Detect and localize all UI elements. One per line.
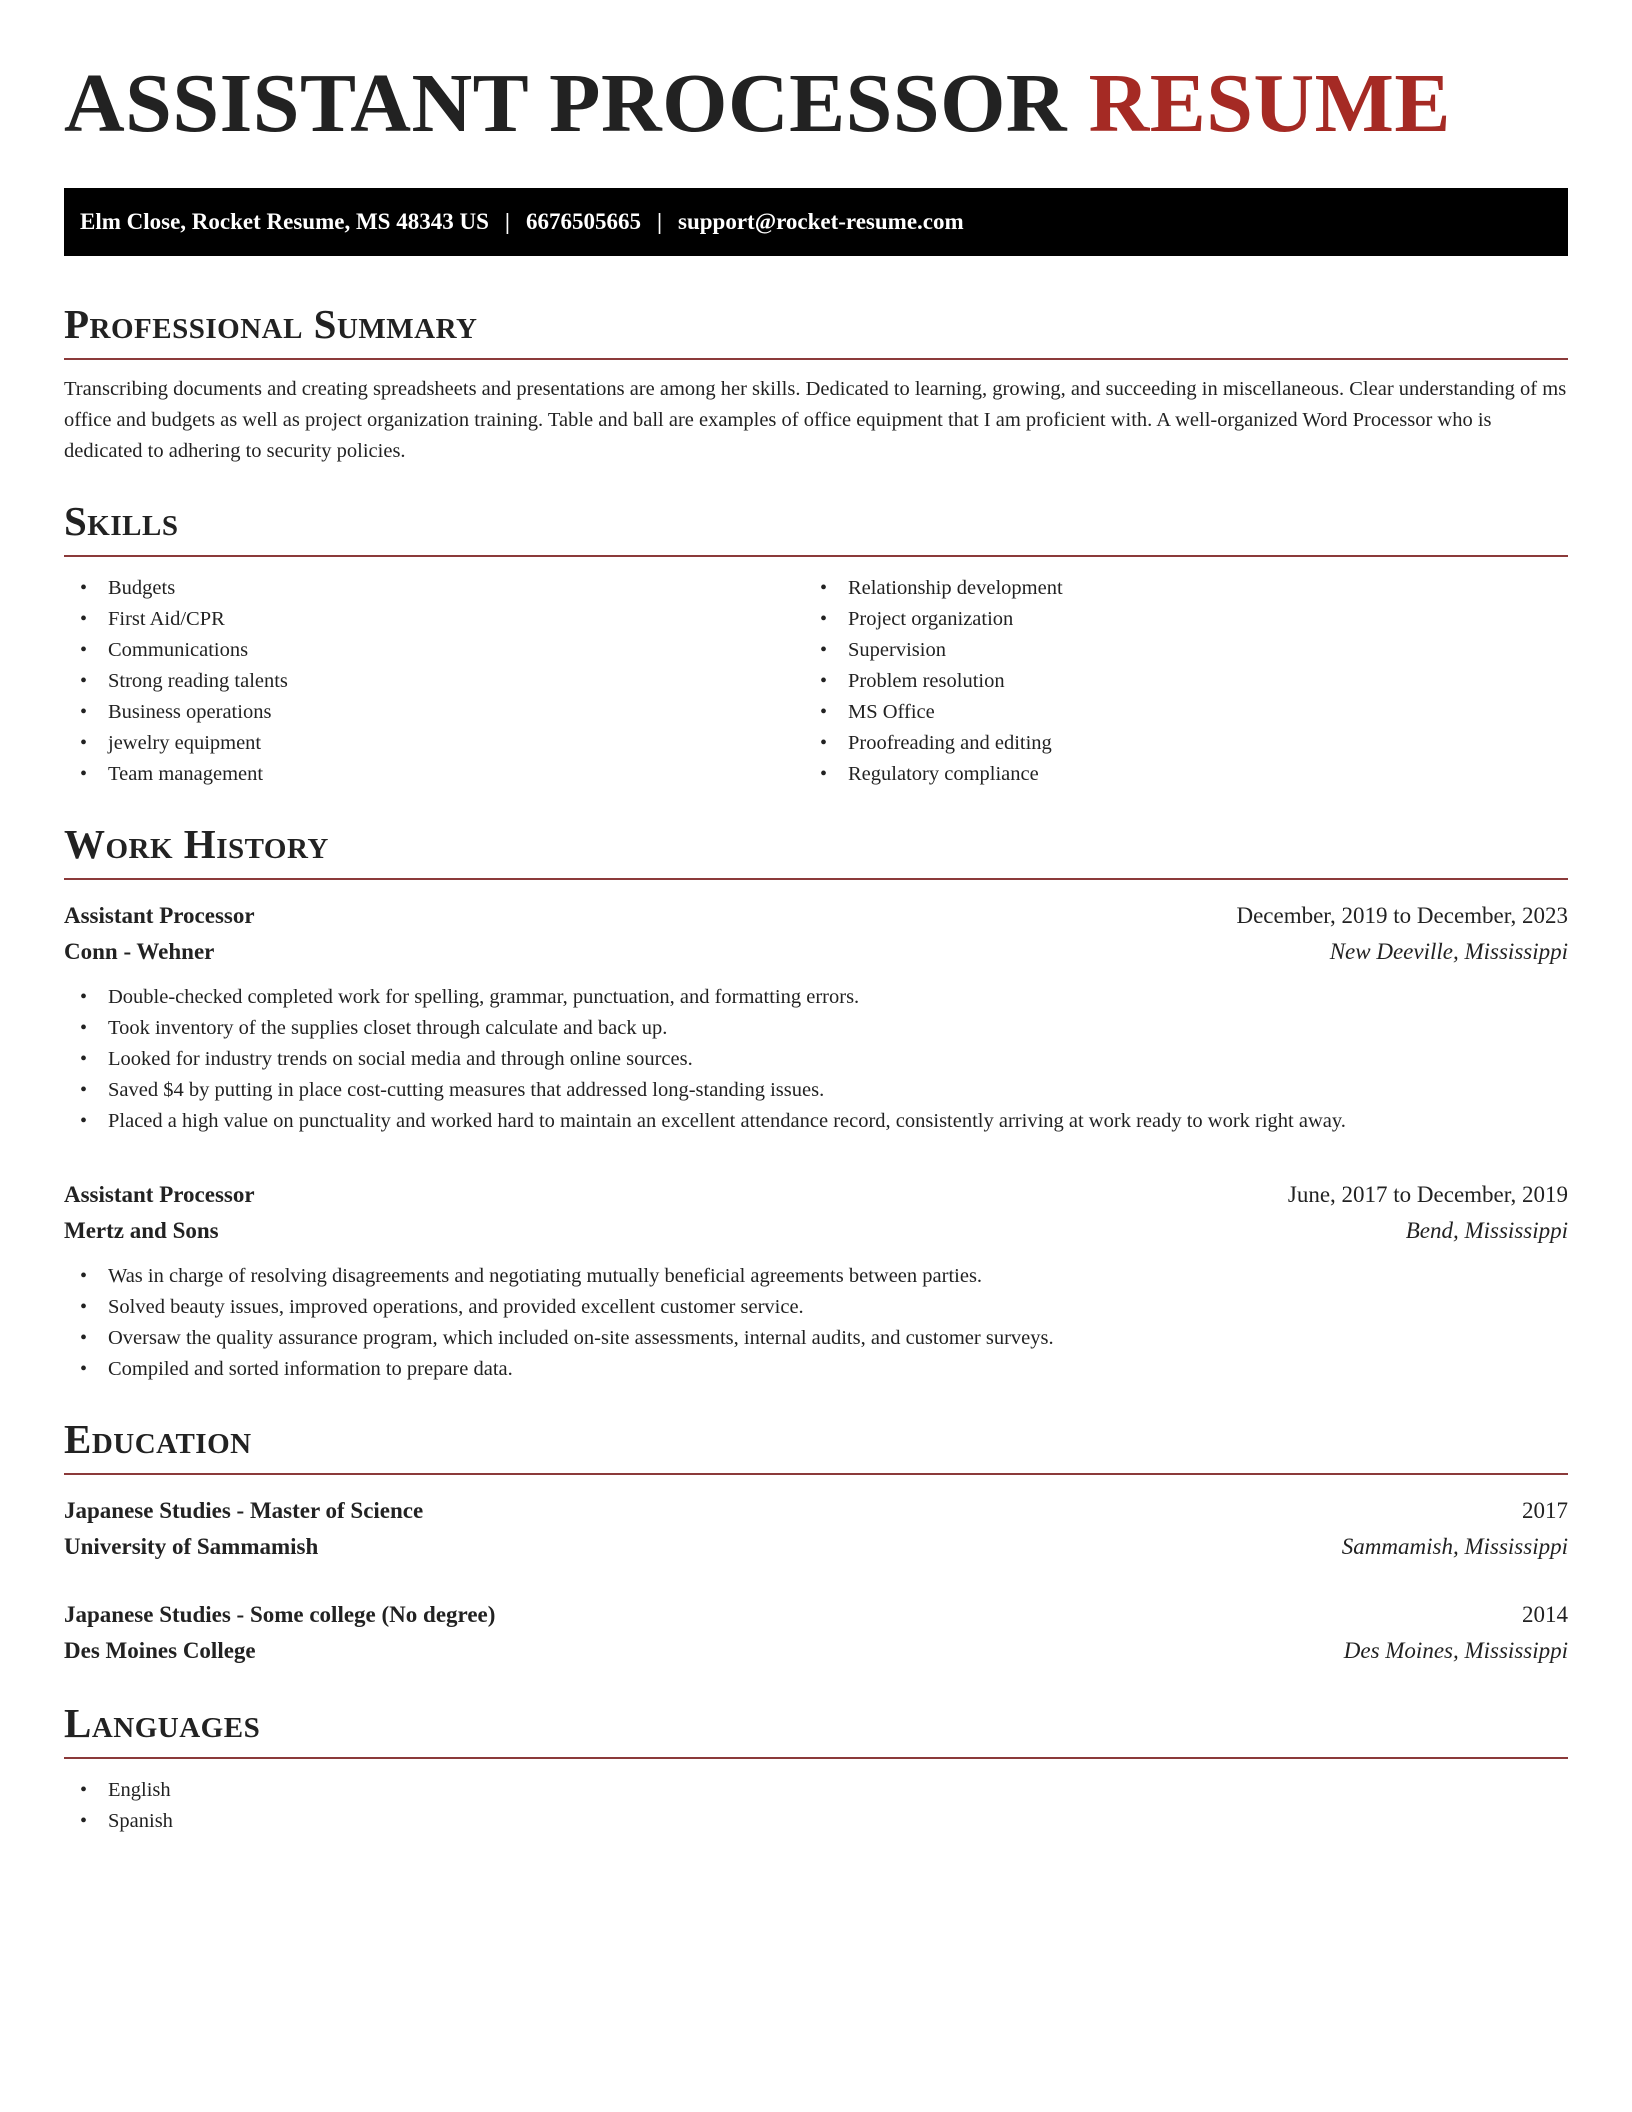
job-duty: • Solved beauty issues, improved operations, and provided excellent customer service.	[64, 1292, 1568, 1323]
skill-item: • Relationship development	[804, 573, 1063, 604]
job-duty: • Double-checked completed work for spelling, grammar, punctuation, and formatting errors.	[64, 982, 1568, 1013]
skills-list-left	[64, 573, 804, 790]
education-entry	[64, 1493, 1568, 1565]
skill-item: • Team management	[64, 759, 804, 790]
languages-list	[64, 1775, 1568, 1837]
summary-heading: Professional Summary	[64, 301, 478, 347]
skills-columns	[64, 573, 1568, 790]
job-company-row	[64, 934, 1568, 970]
languages-section	[64, 1699, 1568, 1837]
skill-item: • Proofreading and editing	[804, 728, 1063, 759]
education-year: 2017	[1522, 1498, 1568, 1523]
education-degree: Japanese Studies - Master of Science	[64, 1498, 424, 1523]
job-company: Mertz and Sons	[64, 1218, 219, 1243]
job-duty: • Oversaw the quality assurance program, which included on-site assessments, internal audits, and customer surveys.	[64, 1323, 1568, 1354]
work-heading: Work History	[64, 821, 329, 867]
job-title: Assistant Processor	[64, 903, 255, 928]
education-degree-row	[64, 1597, 1568, 1633]
education-section	[64, 1415, 1568, 1669]
skill-item: • jewelry equipment	[64, 728, 804, 759]
section-divider	[64, 358, 1568, 360]
education-school: Des Moines College	[64, 1638, 256, 1663]
job-duty: • Saved $4 by putting in place cost-cutting measures that addressed long-standing issues.	[64, 1075, 1568, 1106]
languages-heading: Languages	[64, 1700, 261, 1746]
contact-bar	[64, 188, 1568, 256]
skill-item: • First Aid/CPR	[64, 604, 804, 635]
contact-email: support@rocket-resume.com	[678, 209, 964, 234]
skill-item: • Business operations	[64, 697, 804, 728]
education-location: Des Moines, Mississippi	[1343, 1638, 1568, 1663]
summary-section	[64, 300, 1568, 467]
section-divider	[64, 555, 1568, 557]
skill-item: • Strong reading talents	[64, 666, 804, 697]
contact-phone: 6676505665	[525, 209, 641, 234]
skill-item: • Problem resolution	[804, 666, 1063, 697]
education-heading: Education	[64, 1416, 252, 1462]
skill-item: • Budgets	[64, 573, 804, 604]
education-degree-row	[64, 1493, 1568, 1529]
education-year: 2014	[1522, 1602, 1568, 1627]
contact-separator: |	[504, 209, 510, 234]
contact-address: Elm Close, Rocket Resume, MS 48343 US	[80, 209, 489, 234]
education-degree: Japanese Studies - Some college (No degree)	[64, 1602, 496, 1627]
section-divider	[64, 1473, 1568, 1475]
contact-separator: |	[656, 209, 663, 234]
education-school: University of Sammamish	[64, 1534, 319, 1559]
job-header-row	[64, 1177, 1568, 1213]
language-item: • Spanish	[64, 1806, 1568, 1837]
work-section	[64, 820, 1568, 1385]
job-location: New Deeville, Mississippi	[1329, 939, 1568, 964]
summary-text: Transcribing documents and creating spreadsheets and presentations are among her skills. Dedicated to learning, growing, and succeeding in miscellaneous. Clear understanding of ms office and budgets as well as project organization training. Table and ball are examples of office equipment that I am proficient with. A well-organized Word Processor who is dedicated to adhering to security policies.	[64, 378, 1567, 462]
page-title	[64, 56, 1568, 152]
section-divider	[64, 878, 1568, 880]
education-location: Sammamish, Mississippi	[1341, 1534, 1568, 1559]
job-duty: • Looked for industry trends on social media and through online sources.	[64, 1044, 1568, 1075]
job-duties	[64, 1261, 1568, 1385]
job-duty: • Compiled and sorted information to prepare data.	[64, 1354, 1568, 1385]
job-dates: June, 2017 to December, 2019	[1287, 1182, 1568, 1207]
job-entry	[64, 898, 1568, 1137]
language-item: • English	[64, 1775, 1568, 1806]
title-main: ASSISTANT PROCESSOR	[64, 57, 1068, 150]
job-dates: December, 2019 to December, 2023	[1236, 903, 1568, 928]
title-accent: RESUME	[1088, 57, 1451, 150]
job-header-row	[64, 898, 1568, 934]
job-company: Conn - Wehner	[64, 939, 215, 964]
job-duty: • Was in charge of resolving disagreements and negotiating mutually beneficial agreements between parties.	[64, 1261, 1568, 1292]
skill-item: • Project organization	[804, 604, 1063, 635]
job-entry	[64, 1177, 1568, 1385]
education-school-row	[64, 1529, 1568, 1565]
skill-item: • Supervision	[804, 635, 1063, 666]
job-title: Assistant Processor	[64, 1182, 255, 1207]
education-school-row	[64, 1633, 1568, 1669]
section-divider	[64, 1757, 1568, 1759]
job-company-row	[64, 1213, 1568, 1249]
skill-item: • Regulatory compliance	[804, 759, 1063, 790]
job-duty: • Took inventory of the supplies closet through calculate and back up.	[64, 1013, 1568, 1044]
education-entry	[64, 1597, 1568, 1669]
job-duty: • Placed a high value on punctuality and worked hard to maintain an excellent attendance record, consistently arriving at work ready to work right away.	[64, 1106, 1568, 1137]
skill-item: • Communications	[64, 635, 804, 666]
job-location: Bend, Mississippi	[1405, 1218, 1568, 1243]
skill-item: • MS Office	[804, 697, 1063, 728]
skills-list-right	[804, 573, 1063, 790]
job-duties	[64, 982, 1568, 1137]
skills-section	[64, 497, 1568, 790]
skills-heading: Skills	[64, 498, 179, 544]
